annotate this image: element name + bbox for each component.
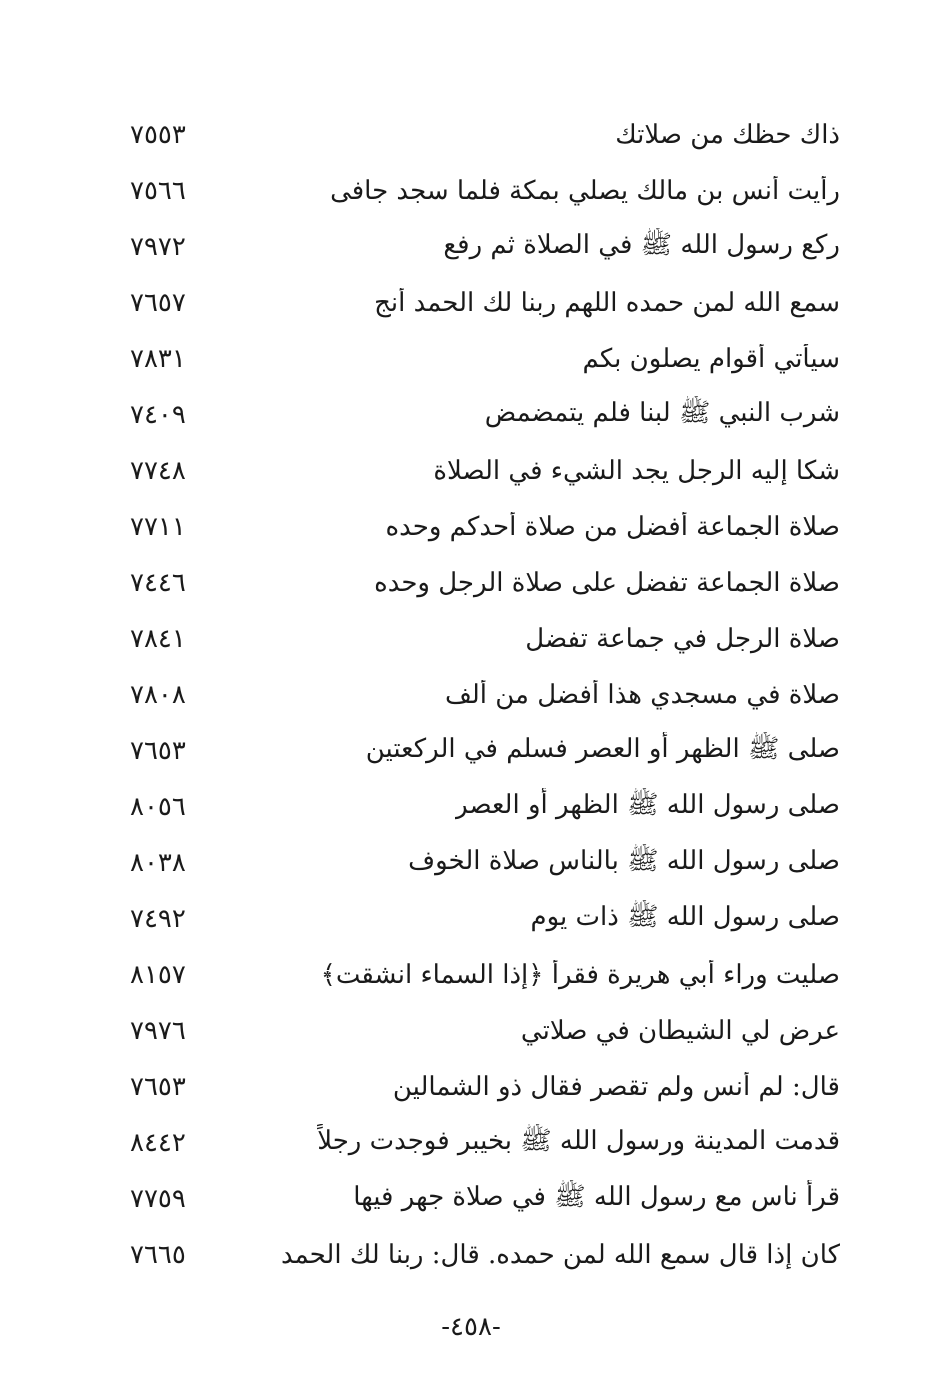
list-item	[130, 894, 840, 944]
entry-text: قال: لم أنس ولم تقصر فقال ذو الشمالين	[392, 1072, 840, 1102]
entry-number: ٨٠٣٨	[130, 848, 186, 878]
list-item	[130, 950, 840, 1000]
entry-number: ٧٥٦٦	[130, 176, 186, 206]
entry-number: ٧٤٤٦	[130, 568, 186, 598]
entry-text: صلاة الجماعة تفضل على صلاة الرجل وحده	[374, 568, 840, 598]
list-item	[130, 782, 840, 832]
entry-text: صلى رسول الله ﷺ ذات يوم	[530, 902, 840, 932]
entry-number: ٧٦٥٧	[130, 288, 186, 318]
entry-text: سيأتي أقوام يصلون بكم	[582, 344, 840, 374]
entry-text: صلاة الجماعة أفضل من صلاة أحدكم وحده	[385, 512, 840, 542]
list-item	[130, 166, 840, 216]
list-item	[130, 110, 840, 160]
entry-number: ٧٤٠٩	[130, 400, 186, 430]
entry-number: ٧٩٧٢	[130, 232, 186, 262]
entry-number: ٨٤٤٢	[130, 1128, 186, 1158]
entry-number: ٧٨٠٨	[130, 680, 186, 710]
entry-text: صلاة الرجل في جماعة تفضل	[525, 624, 840, 654]
entry-text: صليت وراء أبي هريرة فقرأ ﴿إذا السماء انشقت﴾	[320, 960, 840, 990]
list-item	[130, 1062, 840, 1112]
entry-number: ٧٧٥٩	[130, 1184, 186, 1214]
list-item	[130, 614, 840, 664]
entry-number: ٧٦٥٣	[130, 736, 186, 766]
entry-text: صلى ﷺ الظهر أو العصر فسلم في الركعتين	[365, 734, 840, 764]
list-item	[130, 278, 840, 328]
entry-number: ٧٥٥٣	[130, 120, 186, 150]
entry-number: ٧٧١١	[130, 512, 186, 542]
entry-text: شكا إليه الرجل يجد الشيء في الصلاة	[433, 456, 840, 486]
entry-text: سمع الله لمن حمده اللهم ربنا لك الحمد أنج	[374, 288, 840, 318]
list-item	[130, 1006, 840, 1056]
entry-number: ٧٦٦٥	[130, 1240, 186, 1270]
entry-text: رأيت أنس بن مالك يصلي بمكة فلما سجد جافى	[330, 176, 840, 206]
list-item	[130, 222, 840, 272]
entry-text: قدمت المدينة ورسول الله ﷺ بخيبر فوجدت رجلاً	[317, 1126, 840, 1156]
entry-text: عرض لي الشيطان في صلاتي	[520, 1016, 840, 1046]
list-item	[130, 726, 840, 776]
entry-number: ٧٦٥٣	[130, 1072, 186, 1102]
list-item	[130, 558, 840, 608]
entry-text: قرأ ناس مع رسول الله ﷺ في صلاة جهر فيها	[353, 1182, 840, 1212]
entry-number: ٧٧٤٨	[130, 456, 186, 486]
list-item	[130, 838, 840, 888]
entry-text: صلاة في مسجدي هذا أفضل من ألف	[444, 680, 840, 710]
entry-number: ٨٠٥٦	[130, 792, 186, 822]
entry-text: ركع رسول الله ﷺ في الصلاة ثم رفع	[443, 230, 840, 260]
entry-number: ٧٨٤١	[130, 624, 186, 654]
list-item	[130, 1230, 840, 1280]
list-item	[130, 390, 840, 440]
list-item	[130, 1118, 840, 1168]
entry-number: ٧٩٧٦	[130, 1016, 186, 1046]
entry-number: ٨١٥٧	[130, 960, 186, 990]
list-item	[130, 446, 840, 496]
page-number: -٤٥٨-	[441, 1312, 501, 1342]
entry-text: ذاك حظك من صلاتك	[615, 120, 840, 150]
entry-number: ٧٤٩٢	[130, 904, 186, 934]
entry-text: كان إذا قال سمع الله لمن حمده. قال: ربنا لك الحمد	[280, 1240, 840, 1270]
list-item	[130, 334, 840, 384]
entry-text: شرب النبي ﷺ لبنا فلم يتمضمض	[484, 398, 840, 428]
list-item	[130, 1174, 840, 1224]
index-list	[130, 110, 840, 1280]
entry-number: ٧٨٣١	[130, 344, 186, 374]
entry-text: صلى رسول الله ﷺ الظهر أو العصر	[455, 790, 840, 820]
list-item	[130, 670, 840, 720]
entry-text: صلى رسول الله ﷺ بالناس صلاة الخوف	[408, 846, 840, 876]
list-item	[130, 502, 840, 552]
